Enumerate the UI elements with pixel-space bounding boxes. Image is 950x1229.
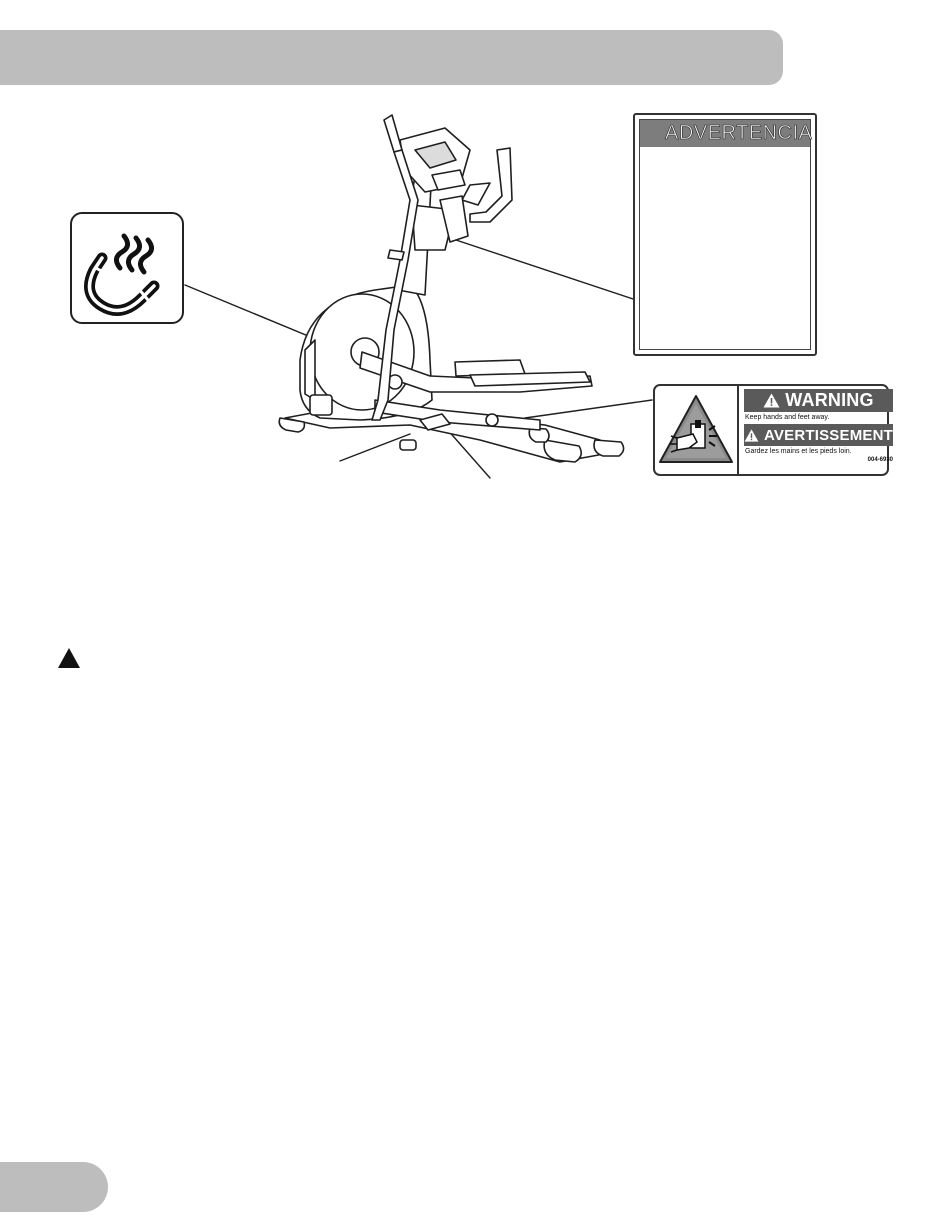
page-footer-tab [0, 1162, 108, 1212]
avertissement-title: AVERTISSEMENT [764, 426, 894, 444]
warning-message: Keep hands and feet away. [745, 414, 830, 421]
label-part-number: 004-6930 [867, 457, 894, 463]
hand-crush-icon [655, 390, 737, 470]
warning-triangle-icon [57, 647, 81, 669]
warning-texts [739, 386, 897, 474]
advertencia-label-frame [639, 119, 811, 350]
avertissement-message: Gardez les mains et les pieds loin. [745, 448, 852, 455]
advertencia-label [633, 113, 817, 356]
magnet-icon [70, 212, 184, 324]
warning-triangle-icon [744, 429, 759, 442]
warning-title: WARNING [785, 390, 874, 410]
pinch-warning-label [653, 384, 894, 476]
warning-signal-bar [744, 389, 893, 412]
hand-crush-pictogram [655, 386, 739, 474]
advertencia-title: ADVERTENCIA [665, 122, 813, 144]
warning-triangle-icon [763, 393, 780, 408]
advertencia-header [640, 120, 813, 147]
avertissement-signal-bar [744, 424, 893, 446]
